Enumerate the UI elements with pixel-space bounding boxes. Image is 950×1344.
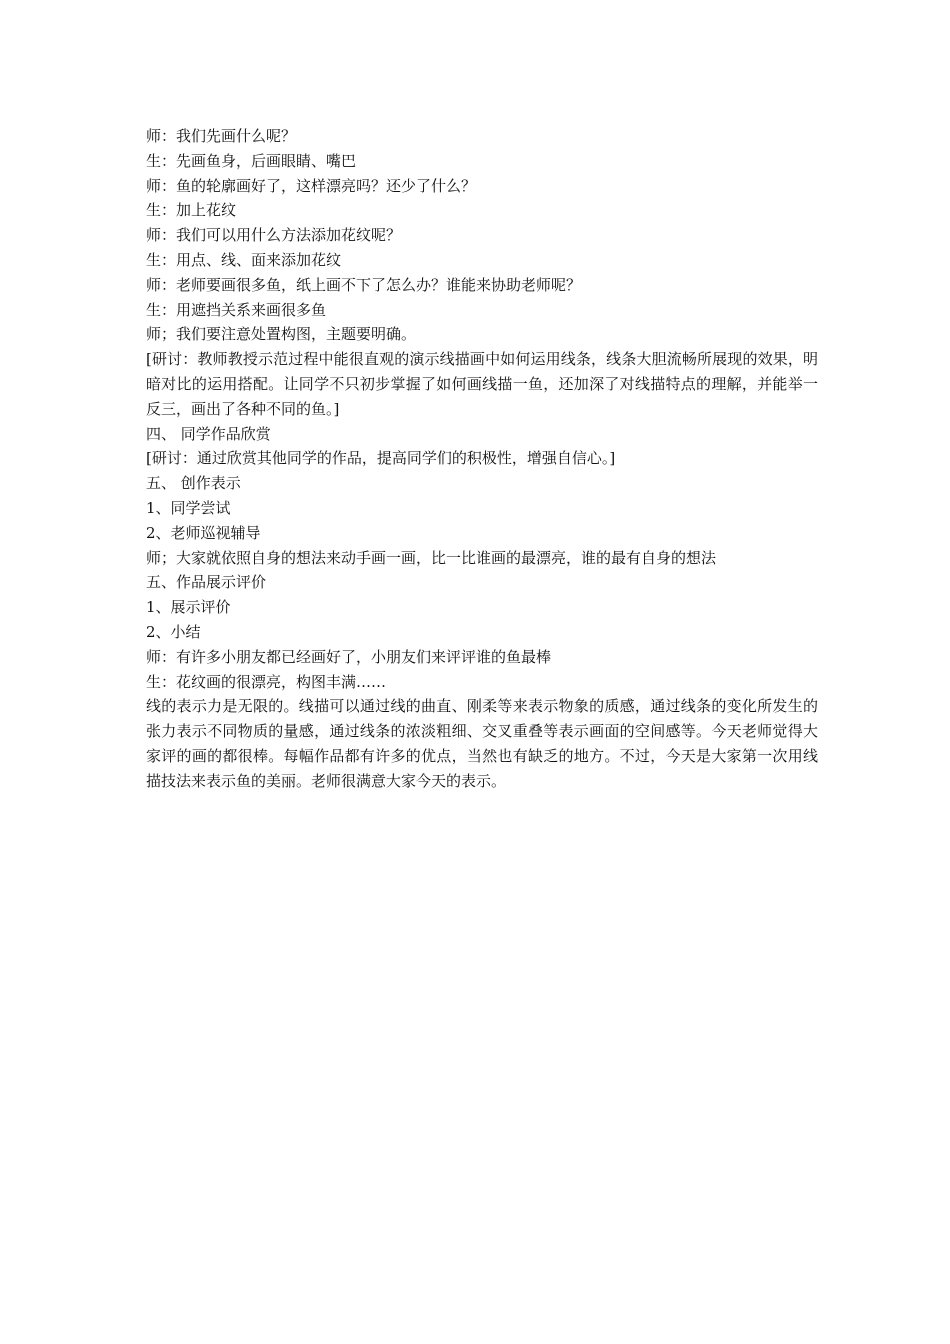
- closing-paragraph: 线的表示力是无限的。线描可以通过线的曲直、刚柔等来表示物象的质感，通过线条的变化所发生的张力表示不同物质的量感，通过线条的浓淡粗细、交叉重叠等表示画面的空间感等。今天老师觉得大家评的画的都很棒。每幅作品都有许多的优点，当然也有缺乏的地方。不过，今天是大家第一次用线描技法来表示鱼的美丽。老师很满意大家今天的表示。: [146, 697, 818, 790]
- dialogue-line: 生：加上花纹: [146, 201, 237, 220]
- section-heading: 五、 创作表示: [146, 474, 241, 493]
- section-heading: 四、 同学作品欣赏: [146, 424, 271, 443]
- research-note: [研讨：通过欣赏其他同学的作品，提高同学们的积极性，增强自信心。]: [146, 449, 616, 468]
- dialogue-line: 师：有许多小朋友都已经画好了，小朋友们来评评谁的鱼最棒: [146, 647, 552, 666]
- list-item: 1、展示评价: [146, 598, 231, 617]
- dialogue-line: 师；大家就依照自身的想法来动手画一画，比一比谁画的最漂亮，谁的最有自身的想法: [146, 548, 717, 567]
- dialogue-line: 师：鱼的轮廓画好了，这样漂亮吗？还少了什么？: [146, 176, 477, 195]
- list-item: 2、小结: [146, 622, 201, 641]
- dialogue-line: 师：我们可以用什么方法添加花纹呢？: [146, 226, 402, 245]
- dialogue-line: 师：老师要画很多鱼，纸上画不下了怎么办？谁能来协助老师呢？: [146, 275, 582, 294]
- research-note: [研讨：教师教授示范过程中能很直观的演示线描画中如何运用线条，线条大胆流畅所展现的效果，明暗对比的运用搭配。让同学不只初步掌握了如何画线描一鱼，还加深了对线描特点的理解，并能举一反三，画出了各种不同的鱼。]: [146, 350, 818, 418]
- dialogue-line: 生：用遮挡关系来画很多鱼: [146, 300, 327, 319]
- dialogue-line: 生：花纹画的很漂亮，构图丰满……: [146, 672, 387, 691]
- dialogue-line: 师：我们先画什么呢？: [146, 127, 297, 145]
- dialogue-line: 师；我们要注意处置构图，主题要明确。: [146, 325, 417, 344]
- list-item: 1、同学尝试: [146, 498, 231, 517]
- dialogue-line: 生：先画鱼身，后画眼睛、嘴巴: [146, 151, 357, 170]
- section-heading: 五、作品展示评价: [146, 573, 267, 592]
- dialogue-line: 生：用点、线、面来添加花纹: [146, 250, 342, 269]
- list-item: 2、老师巡视辅导: [146, 523, 261, 542]
- document-body: [146, 124, 818, 794]
